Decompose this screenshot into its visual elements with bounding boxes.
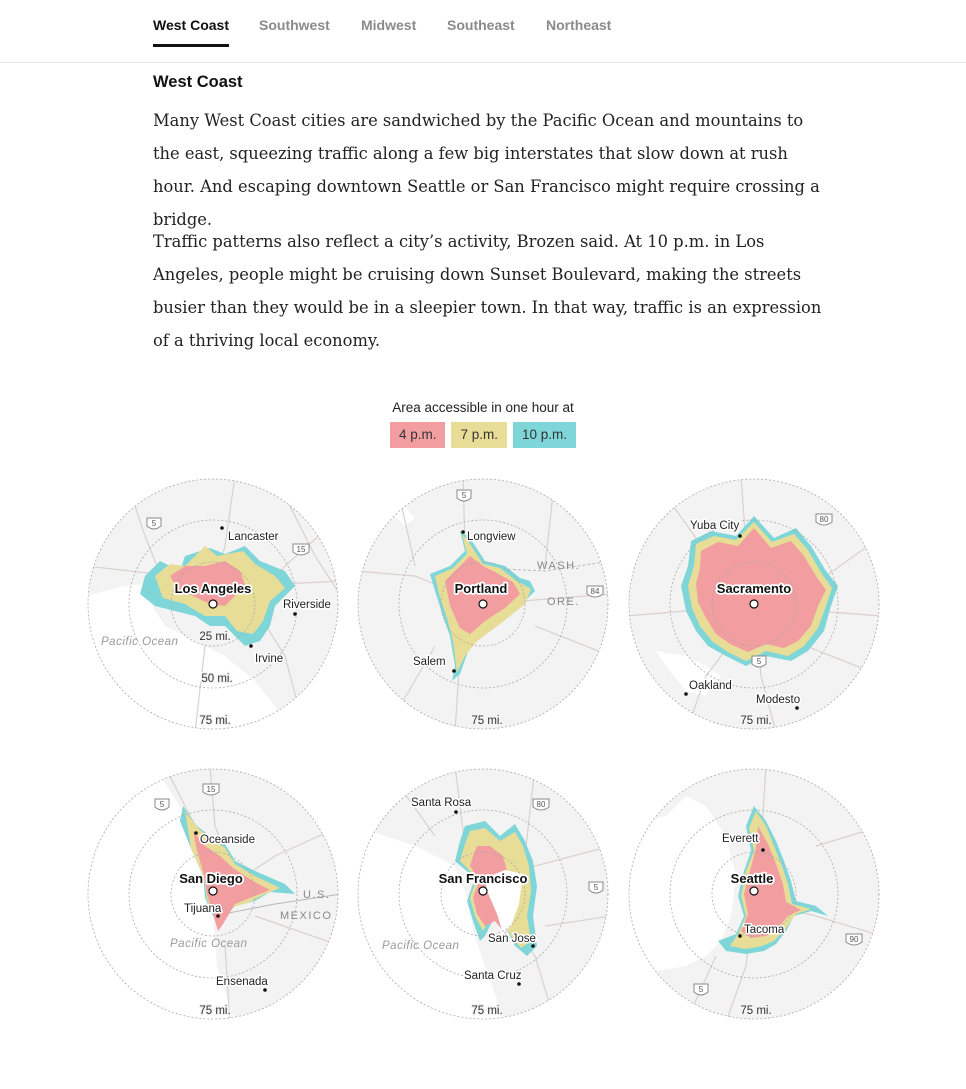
ring-label-75: 75 mi.: [740, 715, 772, 727]
article-paragraph: Traffic patterns also reflect a city’s activity, Brozen said. At 10 p.m. in Los Angeles, people might be cruising down Sunset Boulevard, making the streets busier than they would be in a sleepier town. In that way, traffic is an expression of a thriving local economy.: [153, 232, 822, 350]
ring-label-25: 25 mi.: [199, 631, 231, 643]
ring-label-50: 50 mi.: [201, 673, 233, 685]
shield-label: 15: [296, 545, 306, 554]
water-label: Pacific Ocean: [382, 940, 460, 952]
map-los-angeles: [85, 476, 341, 732]
place-yuba-city: Yuba City: [690, 520, 740, 532]
tab-northeast[interactable]: Northeast: [546, 17, 612, 33]
interstate-shield-84: [587, 586, 603, 597]
place-tacoma: Tacoma: [744, 924, 785, 936]
city-label: San Francisco: [438, 871, 528, 886]
shield-label: 5: [151, 519, 157, 528]
ring-label-75: 75 mi.: [199, 1005, 231, 1017]
place-oceanside: Oceanside: [200, 834, 255, 846]
interstate-shield-80: [533, 799, 549, 810]
state-label-ore: ORE.: [547, 596, 580, 608]
ring-label-75: 75 mi.: [471, 1005, 503, 1017]
region-tabs: [0, 0, 966, 63]
place-salem: Salem: [413, 656, 446, 668]
shield-label: 80: [536, 800, 546, 809]
place-irvine: Irvine: [255, 653, 284, 665]
city-label: Sacramento: [716, 581, 792, 596]
state-label-wash: WASH.: [537, 560, 581, 572]
shield-label: 15: [206, 785, 216, 794]
place-riverside: Riverside: [283, 599, 331, 611]
state-label-us: U.S.: [303, 889, 331, 901]
place-everett: Everett: [722, 833, 759, 845]
shield-label: 84: [590, 587, 600, 596]
place-oakland: Oakland: [689, 680, 732, 692]
shield-label: 80: [819, 515, 829, 524]
map-san-francisco: [355, 766, 611, 1022]
ring-label-75: 75 mi.: [199, 715, 231, 727]
shield-label: 5: [159, 800, 165, 809]
place-tijuana: Tijuana: [184, 903, 222, 915]
interstate-shield-5: [457, 490, 471, 501]
legend: [0, 421, 966, 449]
article-paragraph: Many West Coast cities are sandwiched by the Pacific Ocean and mountains to the east, squeezing traffic along a few big interstates that slow down at rush hour. And escaping downtown Seattle or San Francisco might require crossing a bridge.: [153, 111, 820, 229]
tab-west-coast[interactable]: West Coast: [153, 17, 229, 47]
place-santa-cruz: Santa Cruz: [464, 970, 522, 982]
shield-label: 90: [849, 935, 859, 944]
city-label: San Diego: [179, 871, 243, 886]
ring-label-75: 75 mi.: [471, 715, 503, 727]
shield-label: 5: [756, 657, 762, 666]
shield-label: 5: [461, 491, 467, 500]
place-lancaster: Lancaster: [228, 531, 279, 543]
legend-chip-7pm: 7 p.m.: [450, 421, 508, 449]
place-santa-rosa: Santa Rosa: [411, 797, 472, 809]
water-label: Pacific Ocean: [170, 938, 248, 950]
city-label: Portland: [454, 581, 508, 596]
city-label: Los Angeles: [174, 581, 252, 596]
section-title: West Coast: [153, 73, 243, 91]
place-modesto: Modesto: [756, 694, 801, 706]
map-seattle: [626, 766, 882, 1022]
water-label: Pacific Ocean: [101, 636, 179, 648]
interstate-shield-5: [155, 799, 169, 810]
interstate-shield-5: [694, 984, 708, 995]
shield-label: 5: [593, 883, 599, 892]
ring-label-75: 75 mi.: [740, 1005, 772, 1017]
map-san-diego: [85, 766, 341, 1022]
legend-chip-4pm: 4 p.m.: [389, 421, 447, 449]
map-sacramento: [626, 476, 882, 732]
interstate-shield-5: [752, 656, 766, 667]
tab-midwest[interactable]: Midwest: [361, 17, 417, 33]
place-san-jose: San Jose: [488, 933, 536, 945]
place-longview: Longview: [467, 531, 516, 543]
city-label: Seattle: [730, 871, 774, 886]
interstate-shield-80: [816, 514, 832, 525]
map-portland: [355, 476, 611, 732]
tab-southwest[interactable]: Southwest: [259, 17, 330, 33]
legend-title: Area accessible in one hour at: [392, 400, 574, 415]
interstate-shield-90: [846, 934, 862, 945]
interstate-shield-5: [147, 518, 161, 529]
tab-southeast[interactable]: Southeast: [447, 17, 515, 33]
place-ensenada: Ensenada: [216, 976, 268, 988]
interstate-shield-5: [589, 882, 603, 893]
interstate-shield-15: [203, 784, 219, 795]
state-label-mexico: MEXICO: [280, 910, 333, 922]
shield-label: 5: [698, 985, 704, 994]
legend-chip-10pm: 10 p.m.: [512, 421, 577, 449]
interstate-shield-15: [293, 544, 309, 555]
